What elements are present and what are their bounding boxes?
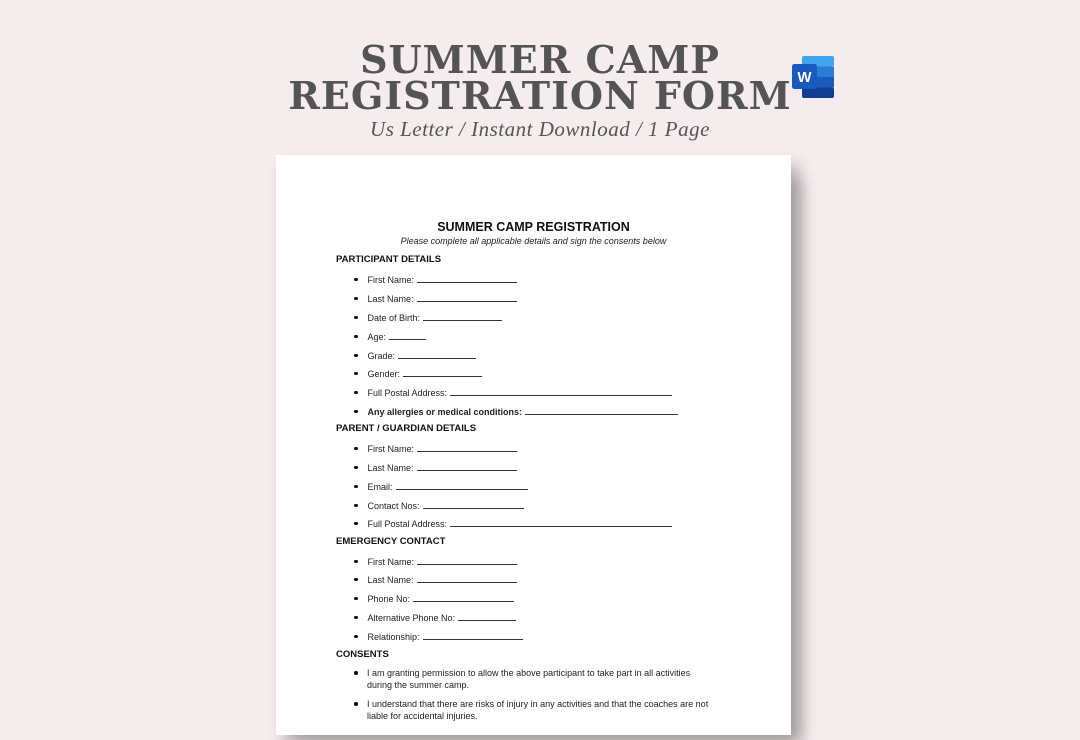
form-field[interactable] [354,349,476,361]
field-label: Date of Birth: [367,313,421,323]
document-subtitle: Please complete all applicable details and sign the consents below [400,236,667,246]
field-label: Phone No: [367,594,411,604]
form-field[interactable] [354,405,678,417]
field-label: Contact Nos: [367,501,420,511]
document-title: SUMMER CAMP REGISTRATION [437,220,630,234]
form-page [276,155,791,735]
consent-text: I understand that there are risks of injury in any activities and that the coaches are not liable for accidental injuries. [367,699,709,721]
section-heading-emergency: EMERGENCY CONTACT [336,536,446,547]
section-heading-guardian: PARENT / GUARDIAN DETAILS [336,423,477,434]
form-field[interactable] [354,517,672,529]
field-label: Alternative Phone No: [367,613,456,623]
form-field[interactable] [354,630,523,642]
form-field[interactable] [354,311,502,323]
form-field[interactable] [354,555,517,567]
form-field[interactable] [354,330,426,342]
form-field[interactable] [354,592,514,604]
field-label: Gender: [367,369,401,379]
form-field[interactable] [354,273,517,285]
form-field[interactable] [354,480,528,492]
form-field[interactable] [354,461,517,473]
hero-title-line-1: SUMMER CAMP [360,37,720,82]
form-field[interactable] [354,386,672,398]
hero-title-line-2: REGISTRATION FORM [288,73,792,118]
form-field[interactable] [354,573,517,585]
field-label: Last Name: [367,575,414,585]
word-icon-letter: W [797,69,812,86]
field-label: Full Postal Address: [367,388,448,398]
form-field[interactable] [354,611,516,623]
field-label: Email: [367,482,393,492]
form-field[interactable] [354,367,482,379]
field-label: Relationship: [367,632,420,642]
field-label: Last Name: [367,294,414,304]
microsoft-word-icon [792,56,836,98]
field-label: Age: [367,332,387,342]
hero-subtitle: Us Letter / Instant Download / 1 Page [370,117,710,141]
field-label: Grade: [367,351,396,361]
section-heading-participant: PARTICIPANT DETAILS [336,254,442,265]
consent-text: I am granting permission to allow the above participant to take part in all activities during the summer camp. [367,668,691,690]
section-heading-consents: CONSENTS [336,649,389,660]
form-field[interactable] [354,499,524,511]
form-field[interactable] [354,292,517,304]
field-label: First Name: [367,557,415,567]
field-label: Full Postal Address: [367,519,448,529]
field-label: First Name: [367,275,415,285]
field-label: Any allergies or medical conditions: [367,407,523,417]
form-field[interactable] [354,442,517,454]
field-label: First Name: [367,444,415,454]
field-label: Last Name: [367,463,414,473]
